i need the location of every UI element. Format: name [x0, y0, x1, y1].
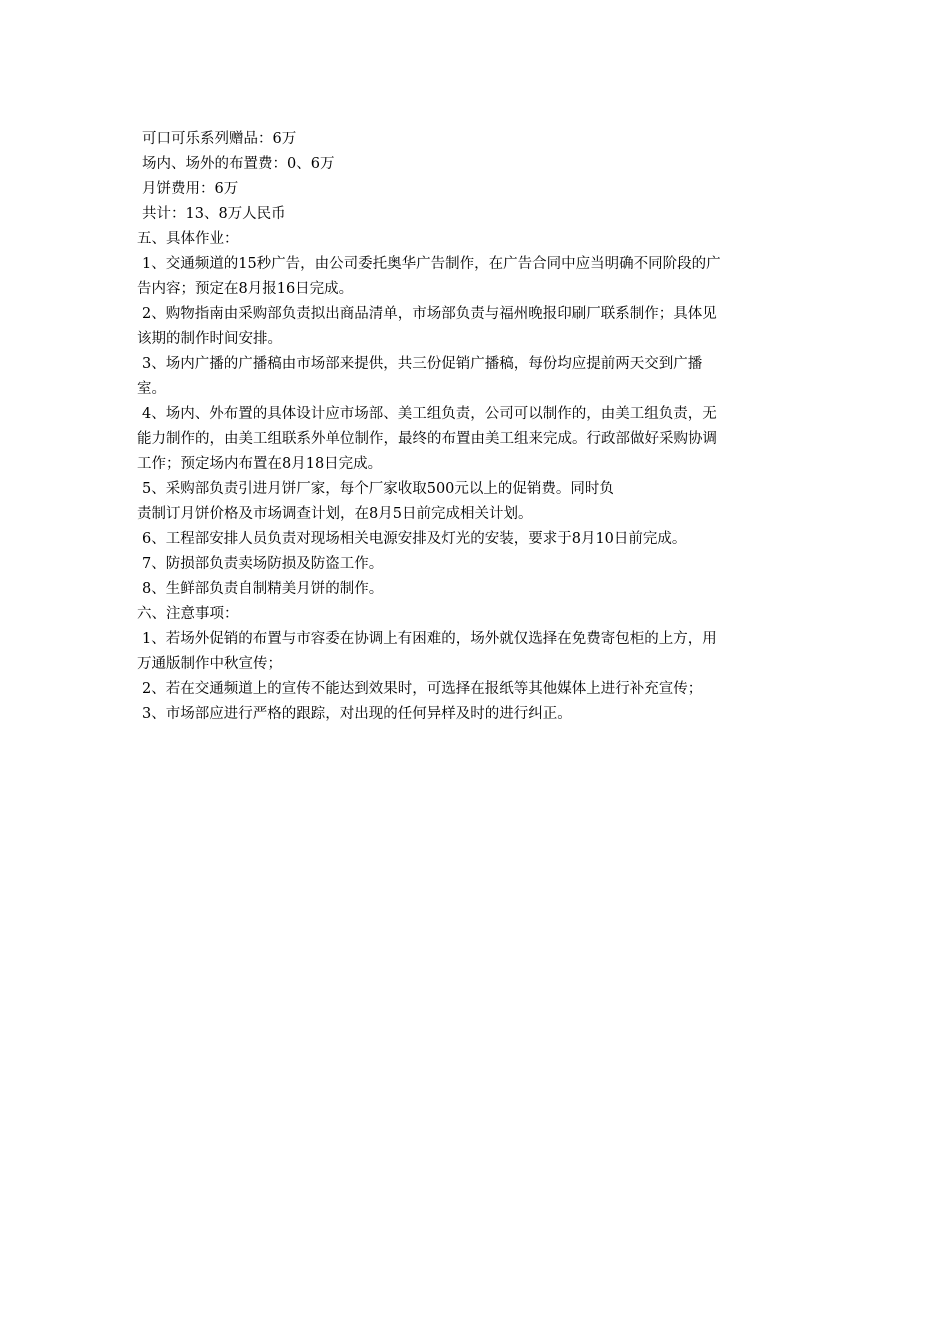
section-5-item-4-line-3: 工作；预定场内布置在8月18日完成。	[137, 456, 383, 472]
section-6-item-1-line-2: 万通版制作中秋宣传；	[137, 656, 282, 672]
section-5-item-2-line-1: 2、购物指南由采购部负责拟出商品清单，市场部负责与福州晚报印刷厂联系制作；具体见	[142, 306, 717, 322]
section-5-item-3-line-1: 3、场内广播的广播稿由市场部来提供，共三份促销广播稿，每份均应提前两天交到广播	[142, 356, 703, 372]
document-body	[137, 127, 817, 727]
section-5-item-6: 6、工程部安排人员负责对现场相关电源安排及灯光的安装，要求于8月10日前完成。	[142, 531, 687, 547]
section-5-item-7: 7、防损部负责卖场防损及防盗工作。	[142, 556, 384, 572]
section-6-heading: 六、注意事项：	[137, 606, 239, 622]
section-5-item-2-line-2: 该期的制作时间安排。	[137, 331, 282, 347]
section-5-item-3-line-2: 室。	[137, 381, 166, 397]
budget-line-gifts: 可口可乐系列赠品：6万	[142, 131, 297, 147]
section-5-item-5-line-1: 5、采购部负责引进月饼厂家，每个厂家收取500元以上的促销费。同时负	[142, 481, 614, 497]
section-5-item-8: 8、生鲜部负责自制精美月饼的制作。	[142, 581, 384, 597]
section-5-item-4-line-2: 能力制作的，由美工组联系外单位制作，最终的布置由美工组来完成。行政部做好采购协调	[137, 431, 717, 447]
section-5-heading: 五、具体作业：	[137, 231, 239, 247]
section-6-item-3: 3、市场部应进行严格的跟踪，对出现的任何异样及时的进行纠正。	[142, 706, 572, 722]
section-5-item-4-line-1: 4、场内、外布置的具体设计应市场部、美工组负责，公司可以制作的，由美工组负责，无	[142, 406, 717, 422]
section-6-item-1-line-1: 1、若场外促销的布置与市容委在协调上有困难的，场外就仅选择在免费寄包柜的上方，用	[142, 631, 717, 647]
budget-line-total: 共计：13、8万人民币	[142, 206, 286, 222]
budget-line-mooncake: 月饼费用：6万	[142, 181, 239, 197]
section-5-item-5-line-2: 责制订月饼价格及市场调查计划，在8月5日前完成相关计划。	[137, 506, 533, 522]
section-5-item-1-line-2: 告内容；预定在8月报16日完成。	[137, 281, 354, 297]
section-5-item-1-line-1: 1、交通频道的15秒广告，由公司委托奥华广告制作，在广告合同中应当明确不同阶段的广	[142, 256, 721, 272]
section-6-item-2: 2、若在交通频道上的宣传不能达到效果时，可选择在报纸等其他媒体上进行补充宣传；	[142, 681, 703, 697]
budget-line-decoration: 场内、场外的布置费：0、6万	[142, 156, 335, 172]
